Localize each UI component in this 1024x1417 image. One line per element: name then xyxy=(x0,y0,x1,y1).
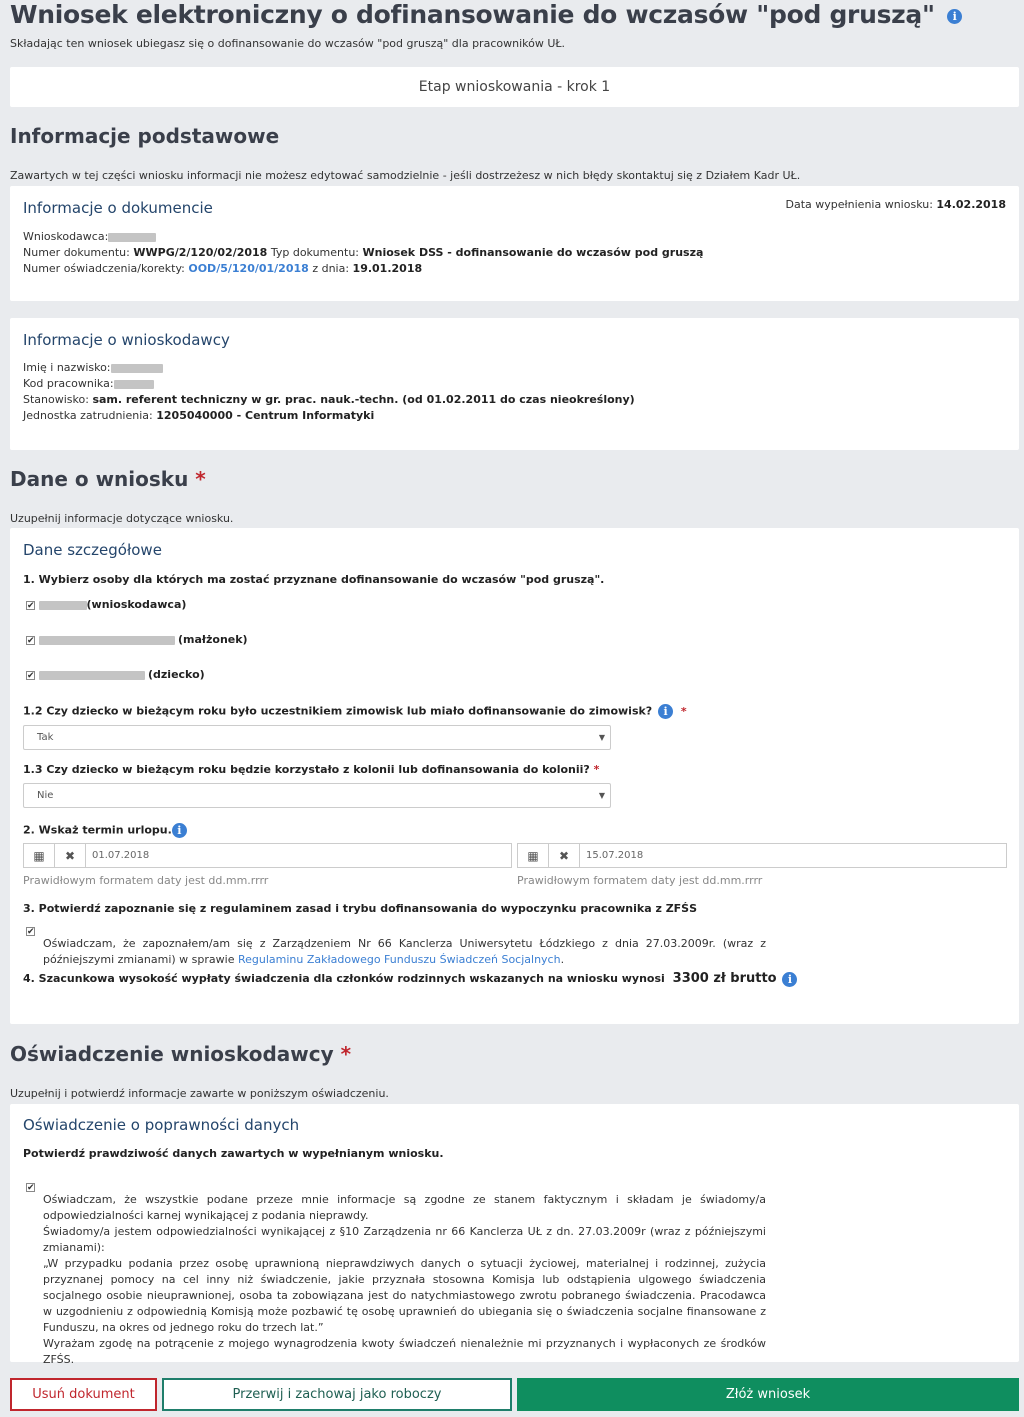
position-row xyxy=(23,392,635,408)
date-to-group xyxy=(517,843,1007,868)
employee-code-row xyxy=(23,376,154,392)
declaration-date-value: 19.01.2018 xyxy=(352,262,423,275)
regulation-text-end: . xyxy=(560,953,565,966)
winter-camp-select[interactable] xyxy=(23,725,611,750)
position-value: sam. referent techniczny w gr. prac. nauk.-techn. (od 01.02.2011 do czas nieokreślony) xyxy=(92,393,635,406)
redacted-full-name xyxy=(111,364,163,373)
declaration-date-label: z dnia: xyxy=(312,262,350,275)
redacted-person-name xyxy=(39,636,175,645)
statement-lead: Potwierdź prawdziwość danych zawartych w wypełnianym wniosku. xyxy=(23,1147,444,1160)
question-2 xyxy=(23,823,187,838)
declaration-link[interactable]: OOD/5/120/01/2018 xyxy=(188,262,309,275)
info-icon[interactable]: i xyxy=(782,972,797,987)
redacted-applicant-name xyxy=(108,233,156,242)
statement-note: Uzupełnij i potwierdź informacje zawarte w poniższym oświadczeniu. xyxy=(10,1087,389,1100)
details-heading-text: Dane o wniosku xyxy=(10,467,189,491)
statement-paragraph-4: Wyrażam zgodę na potrącenie z mojego wynagrodzenia kwoty świadczeń nienależnie mi przyznanych i wypłaconych ze środków ZFŚS. xyxy=(43,1337,766,1366)
question-4 xyxy=(23,971,797,987)
dropdown-caret-icon: ▼ xyxy=(598,733,605,742)
info-icon[interactable]: i xyxy=(172,823,187,838)
submit-application-button[interactable]: Złóż wniosek xyxy=(517,1378,1019,1411)
person-row-child xyxy=(26,667,205,683)
redacted-employee-code xyxy=(114,380,154,389)
clear-date-icon[interactable]: ✖ xyxy=(549,844,580,867)
required-mark: * xyxy=(195,467,206,491)
applicant-info-heading: Informacje o wnioskodawcy xyxy=(23,331,230,349)
info-icon[interactable]: i xyxy=(658,704,673,719)
statement-checkbox[interactable] xyxy=(26,1183,35,1192)
statement-panel xyxy=(10,1104,1019,1366)
regulation-text: Oświadczam, że zapoznałem/am się z Zarządzeniem Nr 66 Kanclerza Uniwersytetu Łódzkiego z dnia 27.03.2009r. (wraz z późniejszymi zmianami) w sprawie xyxy=(43,937,766,966)
statement-consent xyxy=(26,1176,766,1368)
question-2-text: 2. Wskaż termin urlopu. xyxy=(23,823,172,837)
dropdown-caret-icon: ▼ xyxy=(598,791,605,800)
calendar-icon[interactable]: ▦ xyxy=(518,844,549,867)
applicant-row xyxy=(23,229,156,245)
step-indicator: Etap wnioskowania - krok 1 xyxy=(10,67,1019,107)
page-title-text: Wniosek elektroniczny o dofinansowanie do wczasów "pod gruszą" xyxy=(10,0,935,29)
statement-paragraph-2: Świadomy/a jestem odpowiedzialności wynikającej z §10 Zarządzenia nr 66 Kanclerza UŁ z dn. 27.03.2009r (wraz z późniejszymi zmianami): xyxy=(43,1225,766,1254)
question-1-2-text: 1.2 Czy dziecko w bieżącym roku było uczestnikiem zimowisk lub miało dofinansowanie do zimowisk? xyxy=(23,704,653,718)
section-heading-details xyxy=(10,467,206,491)
date-from-hint: Prawidłowym formatem daty jest dd.mm.rrrr xyxy=(23,874,269,887)
doc-type-label: Typ dokumentu: xyxy=(270,246,359,259)
document-number-row xyxy=(23,245,703,261)
statement-heading-text: Oświadczenie wnioskodawcy xyxy=(10,1042,334,1066)
question-1-2 xyxy=(23,704,687,719)
statement-paragraph-3: „W przypadku podania przez osobę uprawnioną nieprawdziwych danych o sytuacji życiowej, materialnej i rodzinnej, zużycia przyznanej pomocy na cel inny niż świadczenie, jakie przyznała stosowna Komisja lub odstąpienia ulgowego świadczenia socjalnego osobie nieuprawnionej, osoba ta zobowiązana jest do natychmiastowego zwrotu pobranego świadczenia. Pracodawca w uzgodnieniu z odpowiednią Komisją może pozbawić tę osobę uprawnień do ubiegania się o świadczenia socjalne finansowane z Funduszu, na okres od jednego roku do trzech lat.” xyxy=(43,1257,766,1334)
person-role: (dziecko) xyxy=(148,668,205,681)
details-note: Uzupełnij informacje dotyczące wniosku. xyxy=(10,512,234,525)
person-role: (wnioskodawca) xyxy=(86,598,187,611)
person-checkbox-spouse[interactable] xyxy=(26,636,35,645)
statement-box-heading: Oświadczenie o poprawności danych xyxy=(23,1116,300,1134)
applicant-label: Wnioskodawca: xyxy=(23,230,109,243)
summer-camp-select[interactable] xyxy=(23,783,611,808)
winter-camp-select-value: Tak xyxy=(37,732,54,743)
question-1-3 xyxy=(23,763,599,776)
regulation-checkbox[interactable] xyxy=(26,927,35,936)
person-role: (małżonek) xyxy=(178,633,248,646)
info-icon[interactable]: i xyxy=(947,9,962,24)
doc-type-value: Wniosek DSS - dofinansowanie do wczasów pod gruszą xyxy=(362,246,704,259)
save-draft-button[interactable]: Przerwij i zachowaj jako roboczy xyxy=(162,1378,512,1411)
details-panel xyxy=(10,528,1019,1024)
redacted-person-name xyxy=(39,671,145,680)
declaration-number-row xyxy=(23,261,422,277)
calendar-icon[interactable]: ▦ xyxy=(24,844,55,867)
doc-no-value: WWPG/2/120/02/2018 xyxy=(133,246,268,259)
statement-paragraph-1: Oświadczam, że wszystkie podane przeze mnie informacje są zgodne ze stanem faktycznym i składam je świadomy/a odpowiedzialności karnej wynikającej z podania nieprawdy. xyxy=(43,1193,766,1222)
unit-label: Jednostka zatrudnienia: xyxy=(23,409,153,422)
name-row xyxy=(23,360,163,376)
basic-note: Zawartych w tej części wniosku informacji nie możesz edytować samodzielnie - jeśli dostrzeżesz w nich błędy skontaktuj się z Działem Kadr UŁ. xyxy=(10,169,801,182)
declaration-label: Numer oświadczenia/korekty: xyxy=(23,262,185,275)
delete-document-button[interactable]: Usuń dokument xyxy=(10,1378,157,1411)
clear-date-icon[interactable]: ✖ xyxy=(55,844,86,867)
required-mark: * xyxy=(593,763,600,776)
fill-date-value: 14.02.2018 xyxy=(936,198,1006,211)
regulation-link[interactable]: Regulaminu Zakładowego Funduszu Świadczeń Socjalnych xyxy=(237,953,561,966)
person-checkbox-applicant[interactable] xyxy=(26,601,35,610)
redacted-person-name xyxy=(39,601,87,610)
section-heading-basic: Informacje podstawowe xyxy=(10,124,280,148)
person-checkbox-child[interactable] xyxy=(26,671,35,680)
page-title xyxy=(10,0,962,29)
required-mark: * xyxy=(340,1042,352,1066)
summer-camp-select-value: Nie xyxy=(37,790,54,801)
date-to-hint: Prawidłowym formatem daty jest dd.mm.rrrr xyxy=(517,874,763,887)
fill-date xyxy=(786,197,1007,213)
statement-text-block xyxy=(43,1192,766,1368)
details-box-heading: Dane szczegółowe xyxy=(23,541,162,559)
date-from-group xyxy=(23,843,512,868)
document-info-heading: Informacje o dokumencie xyxy=(23,199,213,217)
question-1: 1. Wybierz osoby dla których ma zostać przyznane dofinansowanie do wczasów "pod gruszą". xyxy=(23,573,605,586)
date-from-input[interactable]: 01.07.2018 xyxy=(92,850,150,861)
doc-no-label: Numer dokumentu: xyxy=(23,246,130,259)
person-row-applicant xyxy=(26,597,186,613)
unit-row xyxy=(23,408,374,424)
question-4-text: 4. Szacunkowa wysokość wypłaty świadczenia dla członków rodzinnych wskazanych na wniosku wynosi xyxy=(23,972,665,985)
unit-value: 1205040000 - Centrum Informatyki xyxy=(156,409,375,422)
fill-date-label: Data wypełnienia wniosku: xyxy=(785,198,933,211)
required-mark: * xyxy=(680,704,687,718)
applicant-info-panel xyxy=(10,318,1019,450)
section-heading-statement xyxy=(10,1042,351,1066)
position-label: Stanowisko: xyxy=(23,393,89,406)
employee-code-label: Kod pracownika: xyxy=(23,377,114,390)
page-subtitle: Składając ten wniosek ubiegasz się o dofinansowanie do wczasów "pod gruszą" dla pracowników UŁ. xyxy=(10,37,566,50)
name-label: Imię i nazwisko: xyxy=(23,361,111,374)
document-info-panel xyxy=(10,186,1019,301)
estimated-amount: 3300 zł brutto xyxy=(672,971,777,986)
regulation-consent xyxy=(26,920,766,968)
regulation-text-block xyxy=(43,936,766,968)
question-1-3-text: 1.3 Czy dziecko w bieżącym roku będzie korzystało z kolonii lub dofinansowania do kolonii? xyxy=(23,763,590,776)
date-to-input[interactable]: 15.07.2018 xyxy=(586,850,644,861)
question-3: 3. Potwierdź zapoznanie się z regulaminem zasad i trybu dofinansowania do wypoczynku pracownika z ZFŚS xyxy=(23,902,698,915)
person-row-spouse xyxy=(26,632,248,648)
